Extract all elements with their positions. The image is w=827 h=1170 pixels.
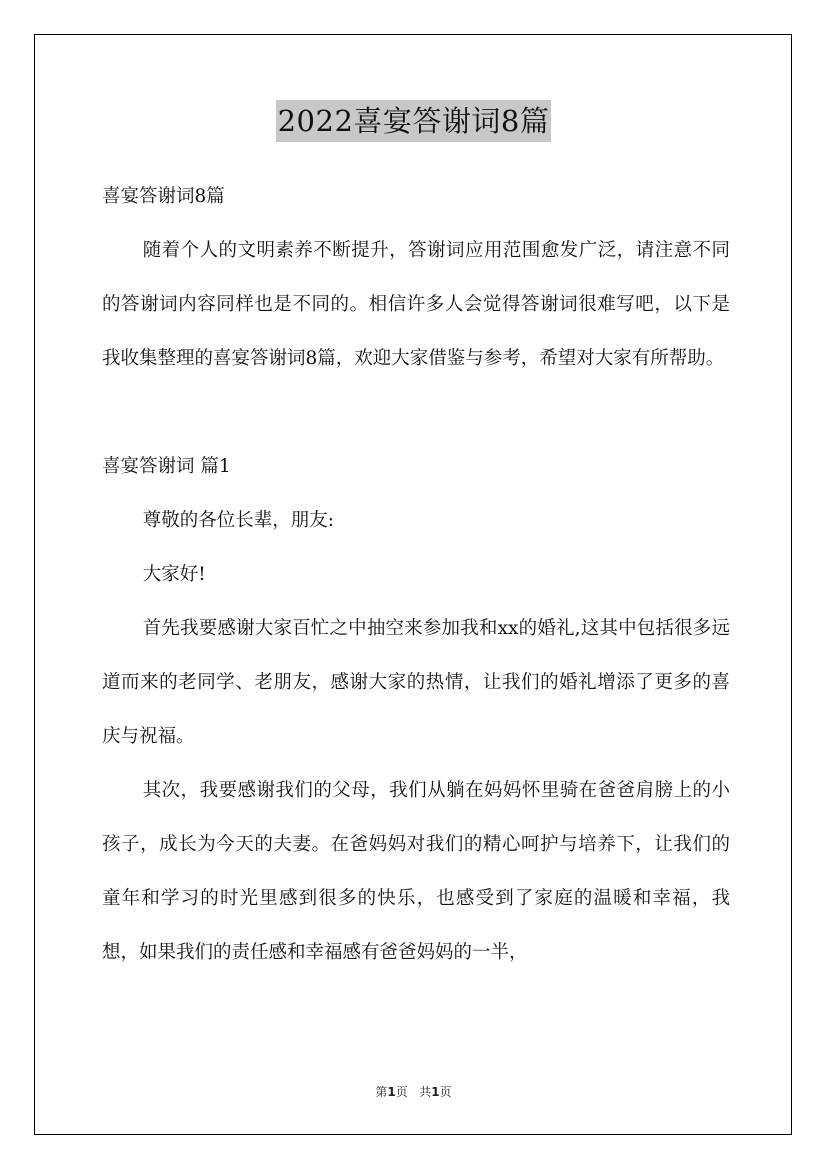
page-number: 1 (387, 1085, 396, 1099)
total-prefix: 共 (419, 1085, 432, 1099)
body-paragraph: 其次，我要感谢我们的父母，我们从躺在妈妈怀里骑在爸爸肩膀上的小孩子，成长为今天的夫妻。在爸妈妈对我们的精心呵护与培养下，让我们的童年和学习的时光里感到很多的快乐，也感受到了家庭的温暖和幸福，我想，如果我们的责任感和幸福感有爸爸妈妈的一半， (102, 780, 730, 963)
page-suffix: 页 (395, 1085, 408, 1099)
page-total: 1 (431, 1085, 440, 1099)
section-heading: 喜宴答谢词 篇1 (102, 456, 231, 477)
section-spacer (102, 386, 730, 440)
document-subtitle: 喜宴答谢词8篇 (102, 186, 225, 207)
body-paragraph: 首先我要感谢大家百忙之中抽空来参加我和xx的婚礼,这其中包括很多远道而来的老同学、老朋友，感谢大家的热情，让我们的婚礼增添了更多的喜庆与祝福。 (102, 618, 730, 747)
document-body (102, 170, 730, 980)
intro-paragraph: 随着个人的文明素养不断提升，答谢词应用范围愈发广泛，请注意不同的答谢词内容同样也是不同的。相信许多人会觉得答谢词很难写吧，以下是我收集整理的喜宴答谢词8篇，欢迎大家借鉴与参考，希望对大家有所帮助。 (102, 240, 730, 369)
salutation-line: 尊敬的各位长辈，朋友: (142, 510, 334, 531)
title-wrapper (0, 100, 827, 142)
document-title: 2022喜宴答谢词8篇 (276, 100, 552, 142)
total-suffix: 页 (439, 1085, 452, 1099)
greeting-line: 大家好! (142, 564, 206, 585)
page-prefix: 第 (375, 1085, 388, 1099)
page-footer (0, 1083, 827, 1100)
